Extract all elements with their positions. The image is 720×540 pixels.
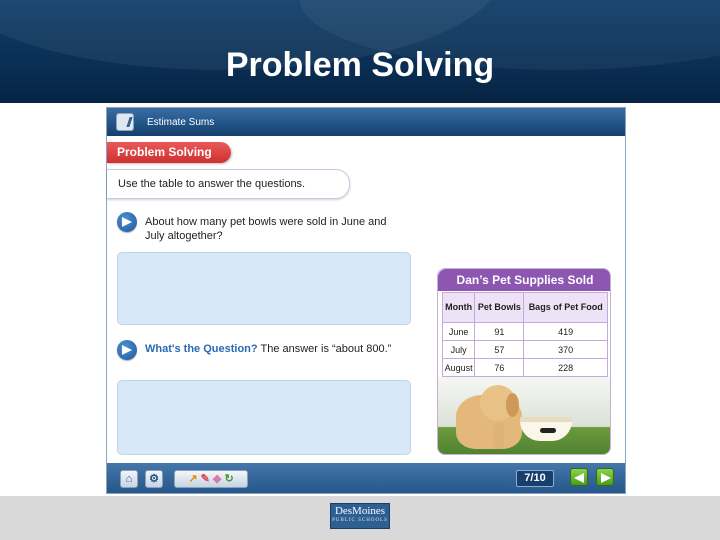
pointer-arrow-icon[interactable]: ↗ — [188, 473, 198, 485]
previous-page-button[interactable] — [570, 468, 588, 486]
table-row — [443, 359, 608, 377]
book-icon — [116, 113, 134, 131]
table-cell: 419 — [524, 323, 608, 341]
table-row — [443, 341, 608, 359]
page-indicator: 7/10 — [516, 470, 554, 487]
question-2-text — [145, 342, 405, 356]
problem-solving-tab: Problem Solving — [107, 142, 231, 163]
table-cell: July — [443, 341, 475, 359]
bone-icon — [540, 428, 556, 433]
table-header-pet-food: Bags of Pet Food — [524, 293, 608, 323]
table-cell: 228 — [524, 359, 608, 377]
table-cell: 91 — [475, 323, 524, 341]
pet-supplies-table-panel — [437, 268, 611, 455]
slide-header — [0, 0, 720, 103]
gear-icon: ⚙ — [149, 473, 159, 485]
home-button[interactable] — [120, 470, 138, 488]
question-2-label: What's the Question? — [145, 343, 258, 355]
answer-box-1[interactable] — [117, 252, 411, 325]
puppy-leg — [494, 423, 504, 449]
drawing-tools[interactable] — [174, 470, 248, 488]
des-moines-logo — [330, 503, 390, 529]
eraser-icon[interactable]: ◆ — [212, 473, 222, 485]
table-header-pet-bowls: Pet Bowls — [475, 293, 524, 323]
puppy-ear — [506, 393, 519, 417]
table-row — [443, 323, 608, 341]
settings-button[interactable] — [145, 470, 163, 488]
table-cell: 57 — [475, 341, 524, 359]
instruction-text: Use the table to answer the questions. — [107, 169, 350, 199]
table-header-month: Month — [443, 293, 475, 323]
question-1-arrow-icon[interactable] — [117, 212, 137, 232]
lesson-toolbar — [107, 463, 625, 493]
pet-supplies-table — [442, 292, 608, 377]
puppy-photo — [438, 377, 611, 455]
table-cell: June — [443, 323, 475, 341]
lesson-window — [106, 107, 626, 494]
answer-box-2[interactable] — [117, 380, 411, 455]
question-2-arrow-icon[interactable] — [117, 340, 137, 360]
slide-title: Problem Solving — [225, 46, 495, 84]
question-1-text: About how many pet bowls were sold in June and July altogether? — [145, 216, 387, 242]
table-cell: 370 — [524, 341, 608, 359]
question-2-body: The answer is “about 800.” — [260, 343, 392, 355]
table-title: Dan’s Pet Supplies Sold — [438, 269, 611, 291]
table-cell: August — [443, 359, 475, 377]
lesson-topbar — [107, 108, 625, 136]
home-icon: ⌂ — [125, 473, 133, 485]
logo-subtext: PUBLIC SCHOOLS — [332, 518, 388, 523]
refresh-icon[interactable]: ↻ — [224, 473, 234, 485]
table-cell: 76 — [475, 359, 524, 377]
logo-text: DesMoines — [334, 505, 386, 517]
next-page-button[interactable] — [596, 468, 614, 486]
pencil-icon[interactable]: ✎ — [200, 473, 210, 485]
lesson-title: Estimate Sums — [147, 117, 215, 128]
